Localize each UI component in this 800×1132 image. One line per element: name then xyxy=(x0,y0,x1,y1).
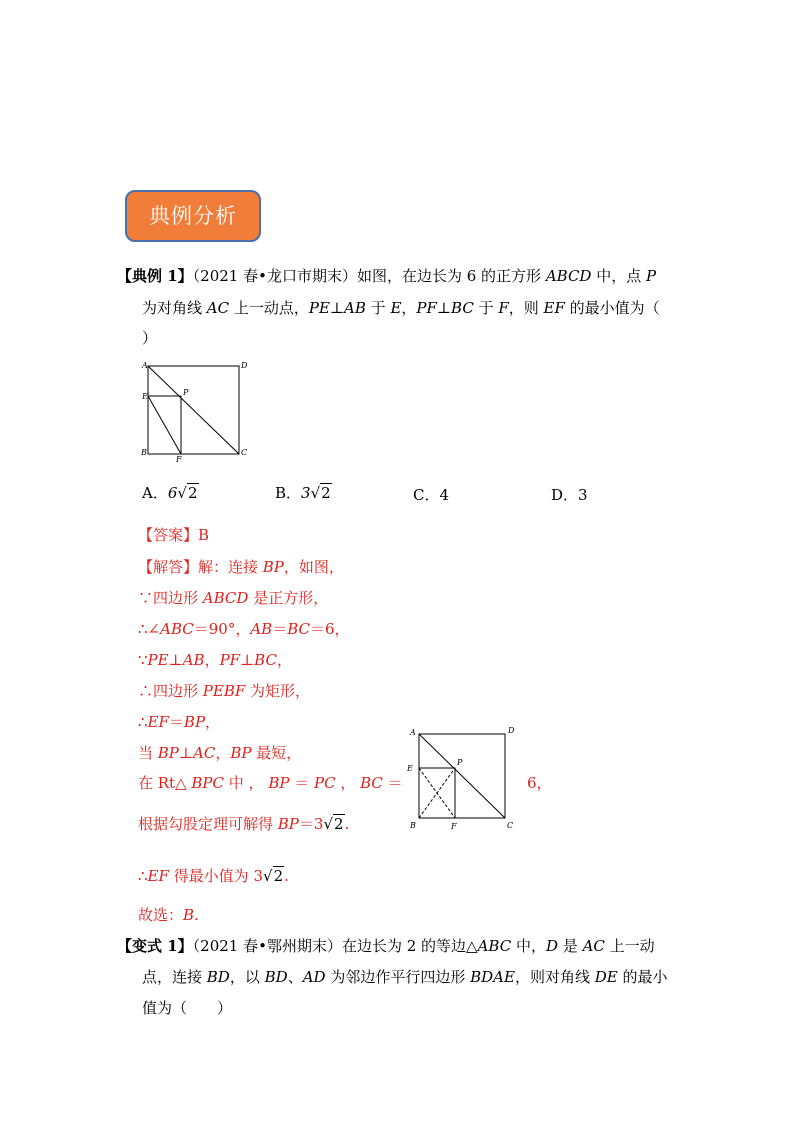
example-1-line-2: 为对角线 AC 上一动点，PE⊥AB 于 E，PF⊥BC 于 F，则 EF 的最小值为（ xyxy=(142,299,660,317)
solution-line-5: ∴四边形 PEBF 为矩形， xyxy=(138,682,311,700)
solution-line-7: 当 BP⊥AC，BP 最短， xyxy=(138,744,302,762)
solution-line-3: ∴∠ABC＝90°，AB＝BC＝6， xyxy=(138,620,350,638)
solution-line-6: ∴EF＝BP， xyxy=(138,713,221,731)
fig2-label-C: C xyxy=(507,821,514,830)
example-tag: 【典例 1】 xyxy=(117,267,193,285)
solution-line-1: 【解答】解：连接 BP，如图， xyxy=(138,558,344,576)
fig2-label-F: F xyxy=(451,822,457,831)
label-P: P xyxy=(183,388,189,397)
fig2-label-P: P xyxy=(457,758,463,767)
square-figure-1 xyxy=(138,358,253,464)
option-c: C．4 xyxy=(413,486,450,504)
variant-1-line-1: 【变式 1】（2021 春•鄂州期末）在边长为 2 的等边△ABC 中，D 是 AC 上一动 xyxy=(117,937,655,955)
label-D: D xyxy=(241,361,248,370)
solution-line-8: 在 Rt△ BPC 中 ， BP ＝ PC ， BC ＝ xyxy=(138,774,403,792)
example-1-line-3: ） xyxy=(142,329,158,347)
solution-line-8-value: 6， xyxy=(527,774,552,792)
option-d: D．3 xyxy=(551,486,588,504)
solution-line-2: ∵四边形 ABCD 是正方形， xyxy=(138,589,329,607)
fig2-label-E: E xyxy=(407,764,413,773)
square-figure-2 xyxy=(401,724,521,834)
answer-line: 【答案】B xyxy=(138,526,210,544)
variant-1-line-3: 值为（ ） xyxy=(142,999,233,1017)
option-a: A．6√2 xyxy=(142,484,198,502)
variant-tag: 【变式 1】 xyxy=(117,937,193,955)
section-badge: 典例分析 xyxy=(125,190,261,242)
fig2-label-A: A xyxy=(410,728,416,737)
variant-1-line-2: 点，连接 BD，以 BD、AD 为邻边作平行四边形 BDAE，则对角线 DE 的最小 xyxy=(142,968,668,986)
example-1-line-1: 【典例 1】（2021 春•龙口市期末）如图，在边长为 6 的正方形 ABCD 中，点 P xyxy=(117,267,657,285)
fig2-label-B: B xyxy=(410,821,416,830)
label-C: C xyxy=(241,448,248,457)
label-F: F xyxy=(176,455,182,464)
solution-line-9: 根据勾股定理可解得 BP＝3√2. xyxy=(138,815,350,833)
label-B: B xyxy=(141,448,147,457)
solution-line-10: ∴EF 得最小值为 3√2. xyxy=(138,867,289,885)
label-A: A xyxy=(142,361,148,370)
solution-line-11: 故选：B. xyxy=(138,906,199,924)
label-E: E xyxy=(142,392,148,401)
fig2-label-D: D xyxy=(508,726,515,735)
solution-line-4: ∵PE⊥AB，PF⊥BC， xyxy=(138,651,292,669)
option-b: B．3√2 xyxy=(275,484,331,502)
